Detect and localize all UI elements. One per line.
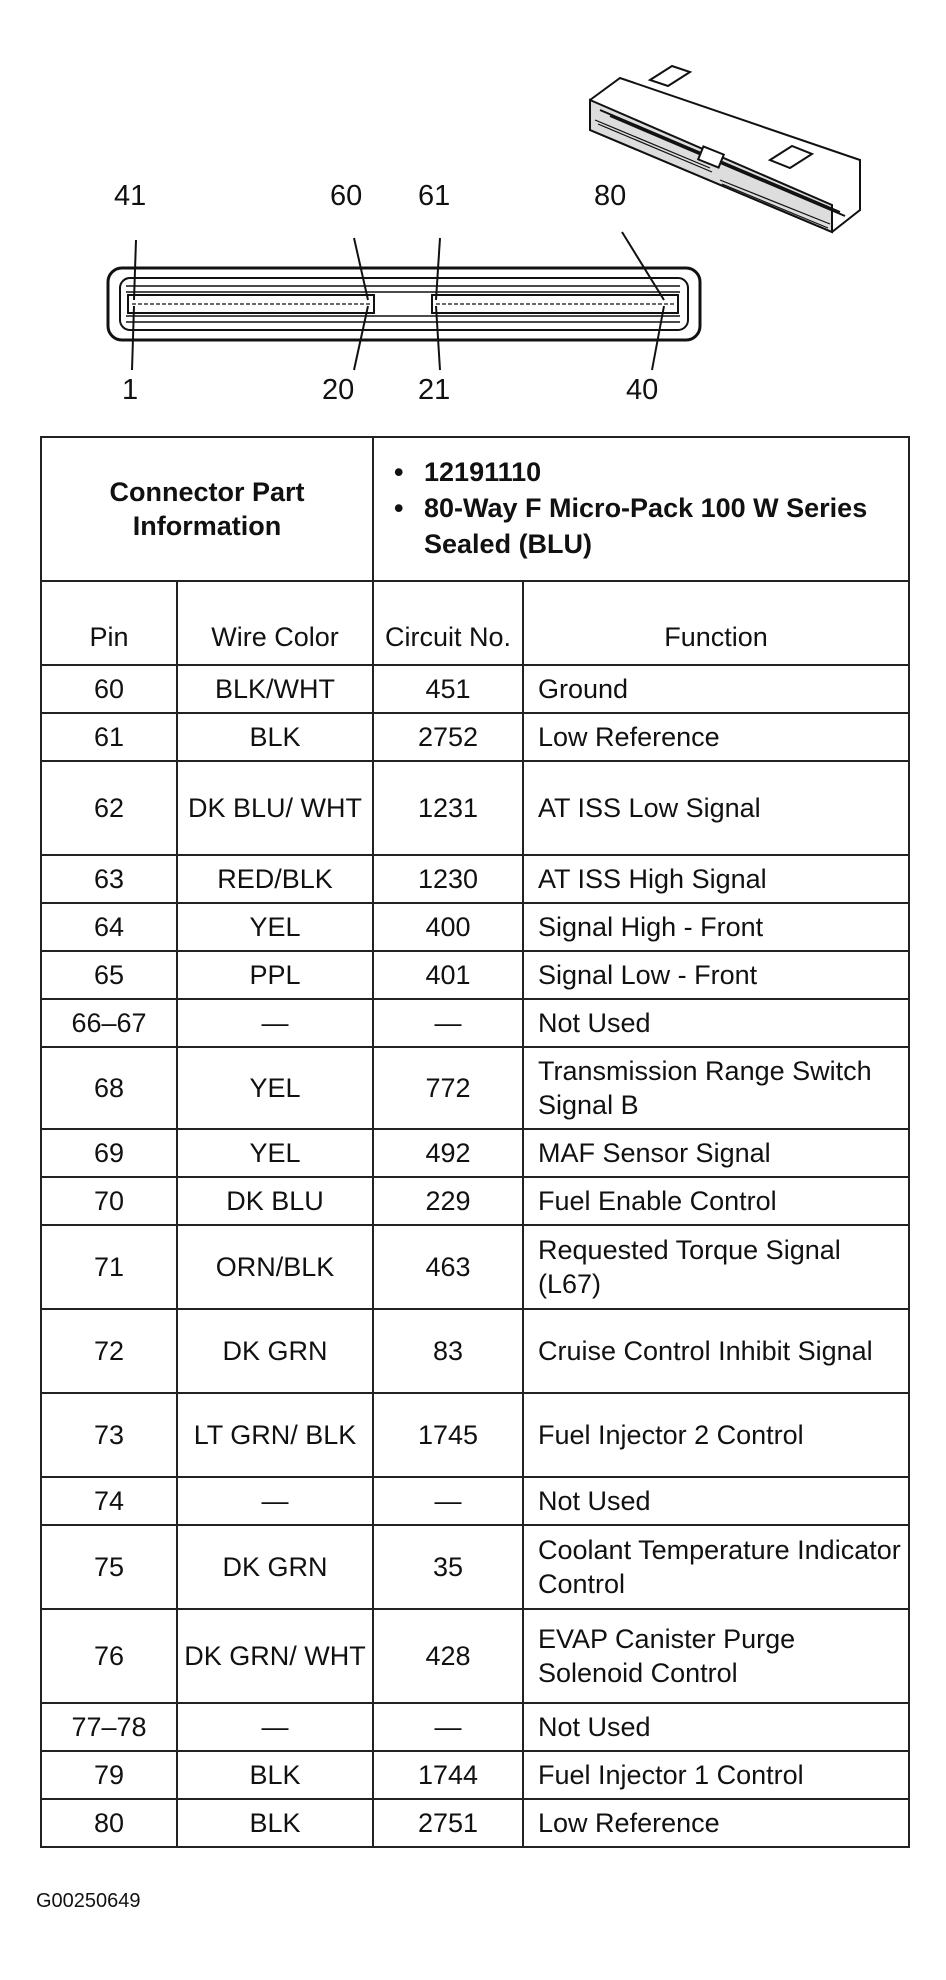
wire-color-cell: DK BLU/ WHT	[177, 761, 373, 855]
function-cell: Signal Low - Front	[523, 951, 909, 999]
pin-label-80: 80	[594, 180, 627, 212]
function-cell: Not Used	[523, 999, 909, 1047]
wire-color-cell: YEL	[177, 1129, 373, 1177]
pin-cell: 66–67	[41, 999, 177, 1047]
pin-cell: 80	[41, 1799, 177, 1847]
pin-cell: 60	[41, 665, 177, 713]
pin-label-61: 61	[418, 180, 451, 212]
pin-cell: 65	[41, 951, 177, 999]
function-cell: Coolant Temperature Indicator Control	[523, 1525, 909, 1609]
wire-color-cell: DK BLU	[177, 1177, 373, 1225]
circuit-cell: 451	[373, 665, 523, 713]
circuit-cell: 1230	[373, 855, 523, 903]
table-row	[41, 1525, 909, 1609]
pin-cell: 62	[41, 761, 177, 855]
table-row	[41, 713, 909, 761]
circuit-cell: 772	[373, 1047, 523, 1129]
table-row	[41, 665, 909, 713]
table-body	[41, 665, 909, 1847]
function-cell: Not Used	[523, 1477, 909, 1525]
wire-color-cell: YEL	[177, 903, 373, 951]
pin-cell: 74	[41, 1477, 177, 1525]
wire-color-cell: —	[177, 1477, 373, 1525]
wire-color-cell: DK GRN/ WHT	[177, 1609, 373, 1703]
pin-cell: 77–78	[41, 1703, 177, 1751]
function-cell: Fuel Enable Control	[523, 1177, 909, 1225]
info-title: Connector Part Information	[41, 437, 373, 581]
pin-cell: 75	[41, 1525, 177, 1609]
table-row	[41, 1799, 909, 1847]
circuit-cell: 2751	[373, 1799, 523, 1847]
circuit-cell: 1231	[373, 761, 523, 855]
col-header-circuit: Circuit No.	[373, 581, 523, 665]
function-cell: MAF Sensor Signal	[523, 1129, 909, 1177]
function-cell: Requested Torque Signal (L67)	[523, 1225, 909, 1309]
function-cell: Not Used	[523, 1703, 909, 1751]
table-row	[41, 1177, 909, 1225]
pin-cell: 73	[41, 1393, 177, 1477]
function-cell: Ground	[523, 665, 909, 713]
circuit-cell: 428	[373, 1609, 523, 1703]
pin-cell: 63	[41, 855, 177, 903]
connector-diagram	[0, 0, 946, 430]
circuit-cell: 401	[373, 951, 523, 999]
circuit-cell: —	[373, 1703, 523, 1751]
wire-color-cell: ORN/BLK	[177, 1225, 373, 1309]
function-cell: Fuel Injector 2 Control	[523, 1393, 909, 1477]
pin-label-1: 1	[122, 374, 139, 406]
circuit-cell: 35	[373, 1525, 523, 1609]
col-header-function: Function	[523, 581, 909, 665]
info-row	[41, 437, 909, 581]
function-cell: AT ISS High Signal	[523, 855, 909, 903]
function-cell: Low Reference	[523, 1799, 909, 1847]
wire-color-cell: BLK	[177, 713, 373, 761]
wire-color-cell: YEL	[177, 1047, 373, 1129]
function-cell: Signal High - Front	[523, 903, 909, 951]
pin-cell: 61	[41, 713, 177, 761]
column-header-row	[41, 581, 909, 665]
circuit-cell: 1745	[373, 1393, 523, 1477]
table-row	[41, 1703, 909, 1751]
wire-color-cell: PPL	[177, 951, 373, 999]
table-row	[41, 903, 909, 951]
wire-color-cell: DK GRN	[177, 1525, 373, 1609]
figure-id: G00250649	[36, 1890, 141, 1912]
wire-color-cell: RED/BLK	[177, 855, 373, 903]
table-row	[41, 951, 909, 999]
circuit-cell: 492	[373, 1129, 523, 1177]
circuit-cell: 1744	[373, 1751, 523, 1799]
table-row	[41, 1477, 909, 1525]
circuit-cell: 2752	[373, 713, 523, 761]
connector-illustration	[0, 0, 946, 430]
table-row	[41, 1393, 909, 1477]
circuit-cell: —	[373, 1477, 523, 1525]
table-row	[41, 855, 909, 903]
circuit-cell: 463	[373, 1225, 523, 1309]
table-row	[41, 1047, 909, 1129]
function-cell: AT ISS Low Signal	[523, 761, 909, 855]
table-row	[41, 1309, 909, 1393]
connector-table	[40, 436, 910, 1848]
pin-label-21: 21	[418, 374, 451, 406]
pin-cell: 72	[41, 1309, 177, 1393]
pin-label-60: 60	[330, 180, 363, 212]
wire-color-cell: BLK	[177, 1799, 373, 1847]
function-cell: EVAP Canister Purge Solenoid Control	[523, 1609, 909, 1703]
pin-cell: 76	[41, 1609, 177, 1703]
pin-label-40: 40	[626, 374, 659, 406]
wire-color-cell: BLK/WHT	[177, 665, 373, 713]
info-list	[373, 437, 909, 581]
table-row	[41, 761, 909, 855]
wire-color-cell: —	[177, 1703, 373, 1751]
table-row	[41, 1129, 909, 1177]
circuit-cell: —	[373, 999, 523, 1047]
function-cell: Low Reference	[523, 713, 909, 761]
table-row	[41, 999, 909, 1047]
pin-cell: 71	[41, 1225, 177, 1309]
info-item: • 80-Way F Micro-Pack 100 W Series Sealed (BLU)	[394, 493, 868, 559]
info-item: • 12191110	[394, 457, 542, 487]
circuit-cell: 229	[373, 1177, 523, 1225]
pin-cell: 69	[41, 1129, 177, 1177]
circuit-cell: 83	[373, 1309, 523, 1393]
pin-cell: 79	[41, 1751, 177, 1799]
wire-color-cell: DK GRN	[177, 1309, 373, 1393]
pin-label-41: 41	[114, 180, 147, 212]
wire-color-cell: —	[177, 999, 373, 1047]
wire-color-cell: LT GRN/ BLK	[177, 1393, 373, 1477]
pin-cell: 70	[41, 1177, 177, 1225]
pin-cell: 68	[41, 1047, 177, 1129]
table-row	[41, 1751, 909, 1799]
pin-cell: 64	[41, 903, 177, 951]
wire-color-cell: BLK	[177, 1751, 373, 1799]
function-cell: Fuel Injector 1 Control	[523, 1751, 909, 1799]
table-row	[41, 1225, 909, 1309]
col-header-pin: Pin	[41, 581, 177, 665]
table-row	[41, 1609, 909, 1703]
pin-label-20: 20	[322, 374, 355, 406]
function-cell: Transmission Range Switch Signal B	[523, 1047, 909, 1129]
circuit-cell: 400	[373, 903, 523, 951]
function-cell: Cruise Control Inhibit Signal	[523, 1309, 909, 1393]
col-header-wire-color: Wire Color	[177, 581, 373, 665]
